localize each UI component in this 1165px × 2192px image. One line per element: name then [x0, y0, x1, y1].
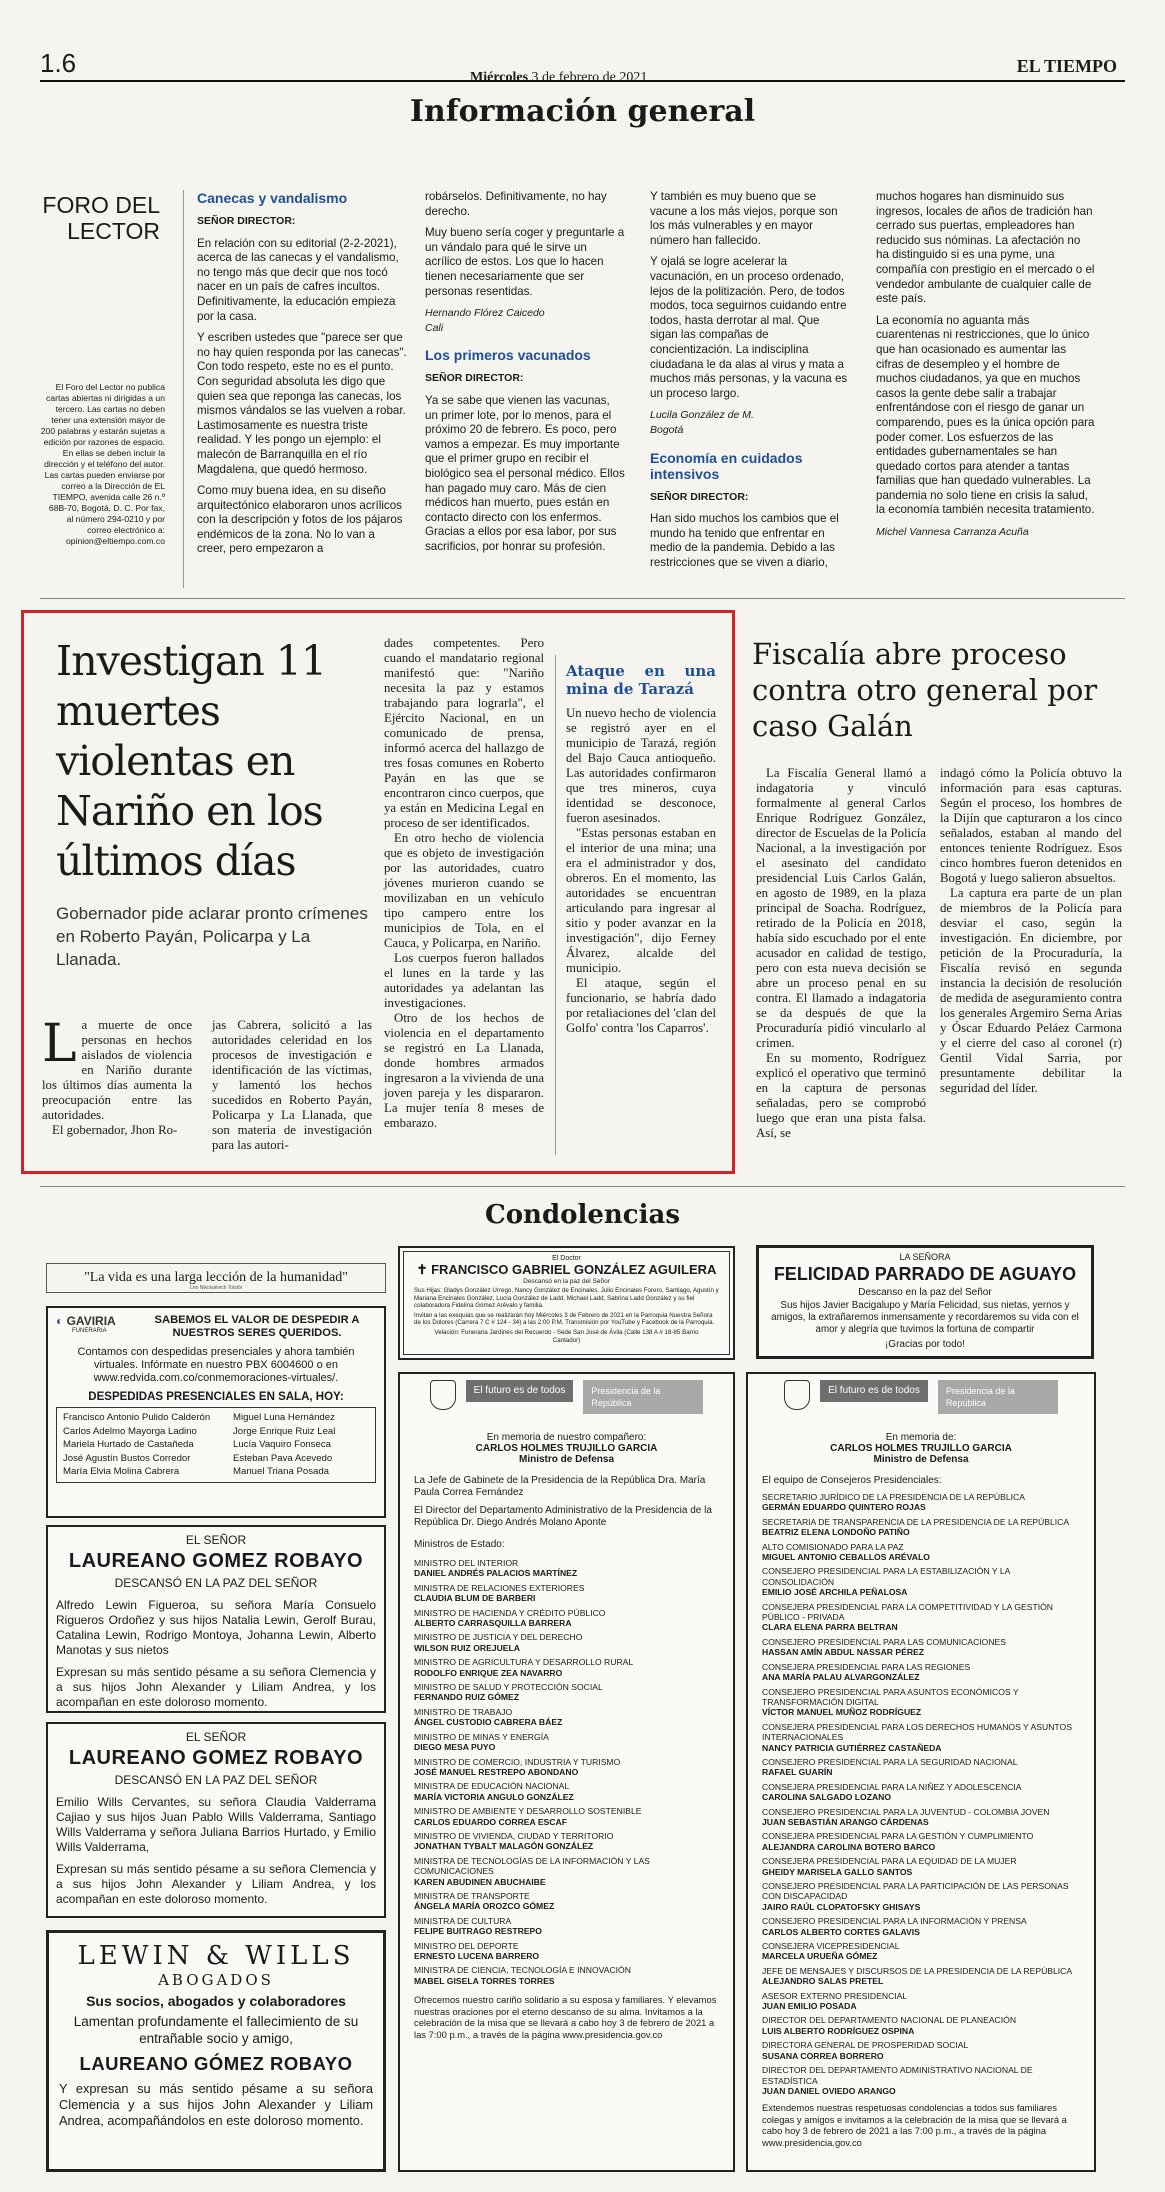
consejero-item-office: CONSEJERA PRESIDENCIAL PARA LA EQUIDAD DE LA MUJER — [762, 1856, 1017, 1867]
minister-item — [414, 1891, 719, 1912]
feature-paragraph: Otro de los hechos de violencia en el departamento se registró en La Llanada, donde hombres armados ingresaron a la vivienda de una joven pareja y les dispararon. La mujer tenía 8 meses de embarazo. — [384, 1011, 544, 1130]
quote-author: Leo Nikolaiévich Tolstói — [190, 1285, 242, 1291]
section-separator — [40, 1186, 1125, 1187]
letter3-paragraph: muchos hogares han disminuido sus ingresos, locales de años de tradición han cerrado sus puertas, empleadores han reducido sus nóminas. La afectación no ha distinguido si es una pyme, una compañía con prestigio en el mercado o el vendedor ambulante de cualquier calle de este país. — [876, 190, 1095, 306]
minister-item-person: FELIPE BUITRAGO RESTREPO — [414, 1926, 542, 1937]
letter1-signature: Hernando Flórez Caicedo Cali — [425, 307, 545, 334]
letter1-paragraph: Como muy buena idea, en su diseño arquitectónico elaboraron unos acrílicos con la descripción y fotos de los pájaros endémicos de la zona. No lo van a creer, pero empezaron a — [197, 484, 403, 556]
consejero-item — [762, 1831, 1080, 1852]
minister-item-person: WILSON RUIZ OREJUELA — [414, 1642, 520, 1653]
consejero-item-person: JAIRO RAÚL CLOPATOFSKY GHISAYS — [762, 1901, 921, 1912]
minister-item-person: ÁNGELA MARÍA OROZCO GÓMEZ — [414, 1901, 555, 1912]
minister-item-office: MINISTRO DE COMERCIO, INDUSTRIA Y TURISMO — [414, 1756, 621, 1767]
consejero-item-office: ASESOR EXTERNO PRESIDENCIAL — [762, 1990, 908, 2001]
feature-paragraph: dades competentes. Pero cuando el mandatario regional manifestó que: "Nariño necesita la paz y estamos trabajando para lograrla", el Ejército Nacional, en un comunicado de prensa, informó acerca del hallazgo de tres fosas comunes en Roberto Payán en las que se encontraron cinco cuerpos, que ya están en Medicina Legal en proceso de ser identificados. — [384, 636, 544, 830]
consejero-item-office: JEFE DE MENSAJES Y DISCURSOS DE LA PRESIDENCIA DE LA REPÚBLICA — [762, 1965, 1073, 1976]
letter2-paragraph: Ya se sabe que vienen las vacunas, un primer lote, por lo menos, para el próximo 20 de febrero. Es poco, pero vamos a empezar. Es muy importante que el primer grupo en recibir el biológico sea el personal médico. Ellos han pagado muy caro. Más de cien médicos han muerto, pues están en contacto directo con los enfermos. Gracias a ellos por esa labor, por sus sacrificios, por honrar su profesión. — [425, 393, 625, 553]
minister-item — [414, 1608, 719, 1629]
consejero-item — [762, 1566, 1080, 1597]
gaviria-text: Contamos con despedidas presenciales y ahora también virtuales. Infórmate en nuestro PBX 6004600 o en www.redvida.com.co/conmemoraciones-virtuales/. — [77, 1346, 355, 1384]
letter2-salutation: SEÑOR DIRECTOR: — [425, 372, 524, 385]
minister-item-office: MINISTRA DE CULTURA — [414, 1915, 512, 1926]
sidebar-paragraph: "Estas personas estaban en el interior de una mina; una era el administrador y dos, obreros. En el momento, las autoridades se encuentran articulando para ingresar al sitio y poder avanzar en la investigación", dijo Ferney Álvarez, alcalde del municipio. — [566, 826, 716, 975]
gaviria-logo-icon: ◐ — [56, 1314, 64, 1328]
lewin-message: Y expresan su más sentido pésame a su señora Clemencia y a sus hijos John Alexander y Liliam Andrea, acompañándolos en este doloroso momento. — [59, 2081, 373, 2128]
sidebar-divider — [555, 655, 556, 1155]
gov-pill-presidencia: Presidencia de la República — [938, 1380, 1058, 1414]
consejero-item — [762, 2065, 1080, 2096]
obit-invite: Invitan a las exequias que se realizarán hoy Miércoles 3 de Febrero de 2021 en la Parroquia Nuestra Señora de los Dolores (Carrera 7 C # 124 - 34) a las 2:00 P.M. Transmisión por YouTube y Facebook de la Parroquia. — [414, 1311, 715, 1327]
consejero-item-office: DIRECTORA GENERAL DE PROSPERIDAD SOCIAL — [762, 2040, 969, 2051]
obit-family: Sus Hijas: Gladys González Urrego, Nancy González de Encinales, Julio Encinales Forero, Santiago, Agustín y Mariana Encinales González, Lucía González de Ladd, Michael Ladd, Sabrina Ladd González y su fiel colaboradora Fidelina Gómez Arévalo y familia. — [414, 1287, 719, 1310]
consejero-item — [762, 1662, 1080, 1683]
feature-sidebar — [566, 662, 716, 1036]
gov-role: Ministro de Defensa — [518, 1454, 615, 1465]
minister-item-person: ERNESTO LUCENA BARRERO — [414, 1951, 540, 1961]
obit-name: FELICIDAD PARRADO DE AGUAYO — [773, 1264, 1077, 1284]
letter-column-4 — [876, 190, 1096, 552]
issue-date — [470, 70, 647, 86]
minister-item-office: MINISTRO DE MINAS Y ENERGÍA — [414, 1731, 549, 1742]
consejero-item-office: CONSEJERA PRESIDENCIAL PARA LA NIÑEZ Y ADOLESCENCIA — [762, 1781, 1022, 1792]
consejero-item — [762, 1602, 1080, 1633]
lewin-wills-obituary — [46, 1930, 386, 2172]
letter2-paragraph: Y también es muy bueno que se vacune a los más viejos, porque son los más vulnerables y en mayor número han fallecido. — [650, 190, 838, 247]
consejero-item-office: SECRETARIA DE TRANSPARENCIA DE LA PRESIDENCIA DE LA REPÚBLICA — [762, 1516, 1070, 1527]
felicidad-obituary — [756, 1245, 1094, 1359]
obit-sub: Descansó en la paz del Señor — [523, 1278, 610, 1285]
lewin-line2: Lamentan profundamente el fallecimiento de su entrañable socio y amigo, — [73, 2014, 359, 2046]
minister-item — [414, 1757, 719, 1778]
minister-item-person: DIEGO MESA PUYO — [414, 1742, 496, 1753]
gaviria-name-item: Manuel Triana Posada — [233, 1466, 329, 1477]
gaviria-name-item: Jorge Enrique Ruiz Leal — [233, 1425, 336, 1437]
gov-logos — [414, 1380, 719, 1432]
gaviria-logo-sub: FUNERARIA — [72, 1328, 107, 1334]
feature-paragraph: La muerte de once personas en hechos aislados de violencia en Nariño durante los últimos días aumenta la preocupación entre las autoridades. — [42, 1014, 192, 1122]
consejero-item — [762, 1722, 1080, 1753]
consejero-item — [762, 1757, 1080, 1778]
letter3-paragraph: Han sido muchos los cambios que el mundo ha tenido que enfrentar en medio de la pandemia. Debido a las restricciones que se viven a diario, — [650, 512, 839, 569]
consejero-item-person: ANA MARÍA PALAU ALVARGONZÁLEZ — [762, 1672, 920, 1683]
gov-name: CARLOS HOLMES TRUJILLO GARCIA — [830, 1443, 1012, 1454]
page-number: 1.6 — [40, 48, 77, 78]
gaviria-name-item: María Elvia Molina Cabrera — [63, 1466, 180, 1477]
gov-closing: Extendemos nuestras respetuosas condolencias a todos sus familiares colegas y amigos e invitamos a la celebración de la misa que se llevará a cabo hoy 3 de febrero de 2021 a las 7:00 p.m., a través de la página www.presidencia.gov.co — [762, 2102, 1067, 2148]
newspaper-brand[interactable]: EL TIEMPO — [1016, 56, 1117, 76]
consejero-item-office: CONSEJERO PRESIDENCIAL PARA LA PARTICIPACIÓN DE LAS PERSONAS CON DISCAPACIDAD — [762, 1881, 1069, 1902]
consejero-item-office: CONSEJERO PRESIDENCIAL PARA LA JUVENTUD - COLOMBIA JOVEN — [762, 1806, 1050, 1817]
minister-item-person: MABEL GISELA TORRES TORRES — [414, 1975, 555, 1986]
minister-item — [414, 1732, 719, 1753]
sidebar-paragraph: El ataque, según el funcionario, se habría dado por retaliaciones del 'clan del Golfo' contra 'los Caparros'. — [566, 976, 716, 1035]
consejero-item-office: DIRECTOR DEL DEPARTAMENTO NACIONAL DE PLANEACIÓN — [762, 2015, 1017, 2026]
obit-message: Expresan su más sentido pésame a su señora Clemencia y a sus hijos John Alexander y Liliam Andrea, y los acompañan en este doloroso momento. — [56, 1665, 376, 1709]
gov-pill-presidencia: Presidencia de la República — [583, 1380, 703, 1414]
minister-item-person: FERNANDO RUIZ GÓMEZ — [414, 1692, 520, 1703]
gov-director: El Director del Departamento Administrativo de la Presidencia de la República Dr. Diego Andrés Molano Aponte — [414, 1505, 712, 1528]
minister-item-office: MINISTRO DEL DEPORTE — [414, 1940, 519, 1951]
letter3-salutation: SEÑOR DIRECTOR: — [650, 490, 749, 503]
gaviria-name-item: Esteban Pava Acevedo — [233, 1452, 333, 1464]
consejero-item — [762, 1881, 1080, 1912]
condolencias-title: Condolencias — [485, 1200, 680, 1230]
consejero-item — [762, 1941, 1080, 1962]
colombia-shield-icon — [784, 1380, 810, 1410]
gaviria-logo[interactable] — [56, 1314, 138, 1334]
minister-item-office: MINISTRO DE VIVIENDA, CIUDAD Y TERRITORIO — [414, 1830, 614, 1841]
consejero-item — [762, 1687, 1080, 1718]
minister-item-office: MINISTRO DEL INTERIOR — [414, 1558, 519, 1568]
gaviria-name-item: Miguel Luna Hernández — [233, 1412, 335, 1423]
obit-name: LAUREANO GOMEZ ROBAYO — [68, 1747, 364, 1769]
letter2-paragraph: Y ojalá se logre acelerar la vacunación, en un proceso ordenado, lejos de la politización. Pero, de todos modos, toca seguirnos cuidando entre todos, hasta derrotar al mal. Que sigan las compañas de concientización. La indisciplina ciudadana le da alas al virus y mata a muchos más personas, y la vacuna es un proceso largo. — [650, 255, 848, 400]
consejero-item-person: HASSAN AMÍN ABDUL NASSAR PÉREZ — [762, 1647, 925, 1658]
consejero-item — [762, 2015, 1080, 2036]
letter1-paragraph: robárselos. Definitivamente, no hay derecho. — [425, 190, 607, 218]
minister-item-person: RODOLFO ENRIQUE ZEA NAVARRO — [414, 1667, 563, 1678]
gaviria-headline: SABEMOS EL VALOR DE DESPEDIR A NUESTROS SERES QUERIDOS. — [154, 1314, 360, 1339]
letter1-title: Canecas y vandalismo — [197, 190, 348, 206]
consejero-item-person: LUIS ALBERTO RODRÍGUEZ OSPINA — [762, 2025, 915, 2036]
obit-honorific: EL SEÑOR — [185, 1730, 247, 1744]
quote-text: "La vida es una larga lección de la humanidad" — [84, 1270, 348, 1285]
minister-item-person: DANIEL ANDRÉS PALACIOS MARTÍNEZ — [414, 1568, 578, 1579]
consejero-item-person: CARLOS ALBERTO CORTES GALAVIS — [762, 1926, 920, 1937]
consejero-item-office: SECRETARIO JURÍDICO DE LA PRESIDENCIA DE LA REPÚBLICA — [762, 1492, 1025, 1502]
consejero-item-person: VÍCTOR MANUEL MUÑOZ RODRÍGUEZ — [762, 1707, 922, 1718]
obit-honorific: LA SEÑORA — [899, 1252, 951, 1262]
feature-column-2 — [212, 1018, 372, 1153]
consejero-item-person: MIGUEL ANTONIO CEBALLOS ARÉVALO — [762, 1552, 930, 1563]
consejero-item — [762, 1637, 1080, 1658]
feature-paragraph: En otro hecho de violencia que es objeto de investigación por las autoridades, cuatro jóvenes murieron cuando se movilizaban en un vehículo tipo campero entre los municipios de Tola, en el Cauca, y Policarpa, en Nariño. — [384, 831, 544, 950]
consejero-item-person: SUSANA CORREA BORRERO — [762, 2050, 884, 2061]
gaviria-names — [56, 1407, 376, 1483]
fiscalia-paragraph: La Fiscalía General llamó a indagatoria y vinculó formalmente al general Carlos Enrique Rodríguez González, director de Escuelas de la Policía Nacional, a la investigación por el asesinato del candidato presidencial Luis Carlos Galán, en agosto de 1989, en la plaza principal de Soacha. Rodríguez, retirado de la Policía en 2018, había sido escuchado por el ente acusador en calidad de testigo, pero con esta nueva decisión se abre un proceso penal en su contra. El llamado a indagatoria se da después de que la Procuraduría pidió vincularlo al crimen. — [756, 766, 926, 1050]
gaviria-names-left — [63, 1411, 233, 1479]
gaviria-name-item: Carlos Adelmo Mayorga Ladino — [63, 1425, 197, 1437]
obit-family: Emilio Wills Cervantes, su señora Claudia Valderrama Cajiao y sus hijos Juan Pablo Wills Valderrama, Santiago Wills Valderrama y señora Juliana Barrios Hurtado, y Emilio Wills Valderrama, — [56, 1795, 376, 1854]
feature-paragraph: Los cuerpos fueron hallados el lunes en la tarde y las autoridades ya adelantan las investigaciones. — [384, 951, 544, 1010]
consejero-item — [762, 1991, 1080, 2012]
colombia-shield-icon — [430, 1380, 456, 1410]
feature-column-3 — [384, 636, 544, 1131]
minister-item — [414, 1583, 719, 1604]
gov-intro: En memoria de: — [885, 1432, 957, 1443]
letter3-paragraph: La economía no aguanta más cuarentenas ni restricciones, que lo único que han ocasionado es aumentar las cifras de desempleo y el hombre de muchos ciudadanos, ya que en muchos casos la gente debe salir a trabajar enfrentándose con el riesgo de ganar un comparendo, pues es la única opción para poder comer. Los esfuerzos de las entidades gubernamentales se han quedado cortos para atender a tantas familias que han quedado vulnerables. La pandemia no solo tiene en crisis la salud, la economía también necesita tratamiento. — [876, 313, 1095, 517]
issue-day: Miércoles — [470, 70, 529, 85]
feature-deck: Gobernador pide aclarar pronto crímenes en Roberto Payán, Policarpa y La Llanada. — [56, 904, 368, 969]
feature-paragraph: jas Cabrera, solicitó a las autoridades celeridad en los procesos de investigación e identificación de las víctimas, y lamentó los hechos sucedidos en Roberto Payán, Policarpa y La Llanada, que son materia de investigación para las autori- — [212, 1018, 372, 1152]
obit-family: Sus hijos Javier Bacigalupo y María Felicidad, sus nietas, yernos y amigos, la extrañaremos inmensamente y recordaremos su vida con el amor y alegría que tuvimos la fortuna de compartir — [771, 1300, 1079, 1335]
cross-icon: ✝ — [416, 1262, 432, 1277]
consejero-item — [762, 1542, 1080, 1563]
consejero-item — [762, 1966, 1080, 1987]
letter-column-1 — [197, 190, 407, 564]
letter3-title: Economía en cuidados intensivos — [650, 449, 803, 482]
consejero-item — [762, 2040, 1080, 2061]
gaviria-names-right — [233, 1411, 369, 1479]
minister-item — [414, 1941, 719, 1962]
consejero-item-office: CONSEJERA VICEPRESIDENCIAL — [762, 1941, 900, 1952]
consejero-item-person: RAFAEL GUARÍN — [762, 1767, 833, 1778]
sidebar-title: Ataque en una mina de Tarazá — [566, 662, 716, 698]
minister-item-person: ÁNGEL CUSTODIO CABRERA BÁEZ — [414, 1717, 563, 1728]
minister-item-person: CARLOS EDUARDO CORREA ESCAF — [414, 1816, 567, 1827]
fiscalia-paragraph: En su momento, Rodríguez explicó el operativo que terminó en la captura de personas señaladas, pero se comprobó luego que eran una pista falsa. Así, se — [756, 1051, 926, 1140]
consejero-item-office: CONSEJERA PRESIDENCIAL PARA LAS REGIONES — [762, 1661, 971, 1672]
minister-item — [414, 1781, 719, 1802]
letter2-signature: Lucila González de M. Bogotá — [650, 409, 754, 436]
consejero-item-office: CONSEJERO PRESIDENCIAL PARA ASUNTOS ECONÓMICOS Y TRANSFORMACIÓN DIGITAL — [762, 1686, 1019, 1707]
lewin-wills-sub: ABOGADOS — [158, 1971, 274, 1989]
minister-item-office: MINISTRA DE TECNOLOGÍAS DE LA INFORMACIÓN Y LAS COMUNICACIONES — [414, 1855, 650, 1877]
consejero-item-office: CONSEJERA PRESIDENCIAL PARA LA GESTIÓN Y CUMPLIMIENTO — [762, 1831, 1034, 1842]
consejero-item — [762, 1782, 1080, 1803]
minister-item-office: MINISTRA DE EDUCACIÓN NACIONAL — [414, 1781, 570, 1792]
laureano-obituary-2 — [46, 1722, 386, 1918]
gov-ministers-label: Ministros de Estado: — [414, 1539, 505, 1550]
consejero-item-person: GERMÁN EDUARDO QUINTERO ROJAS — [762, 1502, 926, 1513]
consejero-item-office: CONSEJERO PRESIDENCIAL PARA LA SEGURIDAD NACIONAL — [762, 1756, 1018, 1767]
letter3-signature: Michel Vannesa Carranza Acuña — [876, 526, 1029, 539]
obit-sub: Descanso en la paz del Señor — [858, 1287, 992, 1298]
minister-item-person: KAREN ABUDINEN ABUCHAIBE — [414, 1876, 546, 1887]
foro-title: FORO DEL LECTOR — [42, 192, 160, 244]
minister-item-person: CLAUDIA BLUM DE BARBERI — [414, 1593, 536, 1604]
minister-item-person: JONATHAN TYBALT MALAGÓN GONZÁLEZ — [414, 1841, 594, 1852]
dropcap: L — [42, 1014, 77, 1074]
gov-logos — [762, 1380, 1080, 1432]
consejero-item-person: JUAN SEBASTIÁN ARANGO CÁRDENAS — [762, 1816, 929, 1827]
minister-item-office: MINISTRO DE SALUD Y PROTECCIÓN SOCIAL — [414, 1682, 603, 1693]
gaviria-name-item: Francisco Antonio Pulido Calderón — [63, 1412, 211, 1423]
gov-intro: En memoria de nuestro compañero: — [486, 1432, 647, 1443]
minister-item — [414, 1916, 719, 1937]
gov-chief: La Jefe de Gabinete de la Presidencia de la República Dra. María Paula Correa Fernández — [414, 1475, 706, 1498]
obit-honorific: EL SEÑOR — [185, 1533, 247, 1547]
obit-thanks: ¡Gracias por todo! — [884, 1339, 966, 1350]
gov-obituary-ministers — [398, 1372, 735, 2172]
feature-headline[interactable]: Investigan 11 muertes violentas en Nariño en los últimos días — [56, 637, 326, 885]
consejero-item-person: EMILIO JOSÉ ARCHILA PEÑALOSA — [762, 1587, 908, 1598]
minister-item-office: MINISTRO DE AGRICULTURA Y DESARROLLO RURAL — [414, 1657, 634, 1668]
quote-box — [46, 1263, 386, 1293]
consejero-item-office: CONSEJERA PRESIDENCIAL PARA LA COMPETITIVIDAD Y LA GESTIÓN PÚBLICO - PRIVADA — [762, 1601, 1053, 1623]
obit-family: Alfredo Lewin Figueroa, su señora María Consuelo Rigueros Ordoñez y sus hijos Natalia Lewin, Gerolf Burau, Catalina Lewin, Rodrigo Montoya, Johanna Lewin, Alberto Manotas y sus nietos — [56, 1598, 376, 1657]
consejero-item-office: ALTO COMISIONADO PARA LA PAZ — [762, 1541, 904, 1552]
minister-item-office: MINISTRO DE JUSTICIA Y DEL DERECHO — [414, 1632, 583, 1643]
fiscalia-column-2 — [940, 766, 1122, 1096]
minister-item — [414, 1806, 719, 1827]
consejero-item-office: CONSEJERA PRESIDENCIAL PARA LOS DERECHOS HUMANOS Y ASUNTOS INTERNACIONALES — [762, 1721, 1072, 1743]
consejero-item-person: ALEJANDRO SALAS PRETEL — [762, 1976, 884, 1987]
letter1-paragraph: Muy bueno sería coger y preguntarle a un vándalo para qué le sirve un acrílico de estos. Los que lo hacen tienen necesariamente que ser personas resentidas. — [425, 226, 625, 298]
consejero-item-person: BEATRIZ ELENA LONDOÑO PATIÑO — [762, 1527, 910, 1538]
consejero-item-person: JUAN EMILIO POSADA — [762, 2001, 857, 2012]
feature-column-1 — [42, 1014, 192, 1138]
consejero-item — [762, 1916, 1080, 1937]
gaviria-name-item: Lucía Vaquiro Fonseca — [233, 1439, 331, 1450]
consejero-item-person: NANCY PATRICIA GUTIÉRREZ CASTAÑEDA — [762, 1742, 942, 1753]
minister-item — [414, 1632, 719, 1653]
consejero-item — [762, 1492, 1080, 1513]
consejero-item-office: DIRECTOR DEL DEPARTAMENTO ADMINISTRATIVO NACIONAL DE ESTADÍSTICA — [762, 2065, 1033, 2086]
foro-note: El Foro del Lector no publica cartas abiertas ni dirigidas a un tercero. Las cartas no deben tener una extensión mayor de 200 palabras y estarán sujetas a edición por razones de espacio. En ellas se deben incluir la dirección y el teléfono del autor. Las cartas pueden enviarse por correo a la Dirección de EL TIEMPO, avenida calle 26 n.º 68B-70, Bogotá, D. C. Por fax, al número 294-0210 y por correo electrónico a: opinion@eltiempo.com.co — [40, 382, 165, 546]
gov-role: Ministro de Defensa — [873, 1454, 969, 1465]
consejero-item-office: CONSEJERO PRESIDENCIAL PARA LAS COMUNICACIONES — [762, 1636, 1007, 1647]
gaviria-header — [56, 1314, 376, 1340]
minister-item-office: MINISTRO DE TRABAJO — [414, 1706, 513, 1717]
consejeros-list — [762, 1492, 1080, 2096]
ministers-list — [414, 1558, 719, 1986]
letter-column-2 — [425, 190, 625, 561]
fiscalia-column-1 — [756, 766, 926, 1141]
laureano-obituary-1 — [46, 1525, 386, 1713]
gaviria-name-item: José Agustín Bustos Corredor — [63, 1452, 191, 1464]
lewin-wills-logo[interactable]: LEWIN & WILLS — [77, 1941, 355, 1971]
gov-closing: Ofrecemos nuestro cariño solidario a su esposa y familiares. Y elevamos nuestras oraciones por el eterno descanso de su alma. Invitamos a la celebración de la misa que se llevará a cabo hoy 3 de febrero de 2021 a las 7:00 p.m., a través de la página www.presidencia.gov.co — [414, 1994, 717, 2040]
minister-item — [414, 1856, 719, 1887]
minister-item-office: MINISTRO DE HACIENDA Y CRÉDITO PÚBLICO — [414, 1607, 606, 1618]
sidebar-paragraph: Un nuevo hecho de violencia se registró ayer en el municipio de Tarazá, región del Bajo Cauca antioqueño. Las autoridades confirmaron que tres mineros, cuya identidad se desconoce, fueron asesinados. — [566, 706, 716, 825]
minister-item — [414, 1558, 719, 1579]
consejero-item-office: CONSEJERO PRESIDENCIAL PARA LA ESTABILIZACIÓN Y LA CONSOLIDACIÓN — [762, 1566, 1010, 1587]
fiscalia-paragraph: indagó cómo la Policía obtuvo la información para esas capturas. Según el proceso, los hombres de la Dijín que capturaron a los cinco señalados, estaban al mando del entonces teniente Rodríguez. Esos cinco hombres fueron detenidos en Bogotá y luego salieron absueltos. — [940, 766, 1122, 885]
gov-obituary-consejeros — [746, 1372, 1096, 2172]
fiscalia-paragraph: La captura era parte de un plan de miembros de la Policía para desviar el caso, según la investigación. En diciembre, por petición de la Procuraduría, la Fiscalía revisó en segunda instancia la decisión de resolución de medida de aseguramiento contra los generales Argemiro Serna Arias y Óscar Eduardo Peláez Carmona y el cierre del caso al coronel (r) Gentil Vidal Sarria, por presuntamente debilitar la seguridad del líder. — [940, 886, 1122, 1095]
gaviria-name-item: Mariela Hurtado de Castañeda — [63, 1439, 194, 1450]
minister-item-office: MINISTRA DE CIENCIA, TECNOLOGÍA E INNOVACIÓN — [414, 1965, 631, 1976]
minister-item-office: MINISTRA DE RELACIONES EXTERIORES — [414, 1582, 585, 1593]
gov-name: CARLOS HOLMES TRUJILLO GARCIA — [475, 1443, 658, 1454]
feature-paragraph: El gobernador, Jhon Ro- — [52, 1123, 178, 1137]
section-separator — [40, 598, 1125, 599]
obit-message: Expresan su más sentido pésame a su señora Clemencia y a sus hijos John Alexander y Liliam Andrea, y los acompañan en este doloroso momento. — [56, 1862, 376, 1906]
gaviria-list-title: DESPEDIDAS PRESENCIALES EN SALA, HOY: — [88, 1391, 344, 1403]
minister-item-person: MARÍA VICTORIA ANGULO GONZÁLEZ — [414, 1791, 574, 1802]
fiscalia-headline[interactable]: Fiscalía abre proceso contra otro general por caso Galán — [752, 637, 1098, 743]
minister-item — [414, 1831, 719, 1852]
obit-name: ✝ FRANCISCO GABRIEL GONZÁLEZ AGUILERA — [416, 1262, 717, 1277]
obit-honorific: El Doctor — [552, 1255, 581, 1262]
minister-item — [414, 1657, 719, 1678]
minister-item-person: ALBERTO CARRASQUILLA BARRERA — [414, 1618, 572, 1629]
obit-name: LAUREANO GOMEZ ROBAYO — [68, 1550, 364, 1572]
foro-divider — [183, 190, 184, 588]
obit-velacion: Velación: Funeraria Jardines del Recuerdo - Sede San José de Ávila (Calle 138 A # 18-85 Barrio Cantador) — [434, 1328, 699, 1344]
header-rule — [40, 80, 1125, 82]
consejero-item — [762, 1807, 1080, 1828]
minister-item — [414, 1707, 719, 1728]
consejero-item-person: GHEIDY MARISELA GALLO SANTOS — [762, 1866, 913, 1877]
consejero-item-person: CLARA ELENA PARRA BELTRAN — [762, 1622, 898, 1633]
consejero-item-person: ALEJANDRA CAROLINA BOTERO BARCO — [762, 1841, 936, 1852]
consejero-item-office: CONSEJERO PRESIDENCIAL PARA LA INFORMACIÓN Y PRENSA — [762, 1916, 1027, 1927]
letter2-title: Los primeros vacunados — [425, 347, 591, 364]
gov-pill-futuro: El futuro es de todos — [466, 1380, 574, 1402]
consejero-item-person: JUAN DANIEL OVIEDO ARANGO — [762, 2085, 896, 2096]
obit-sub: DESCANSÓ EN LA PAZ DEL SEÑOR — [114, 1576, 318, 1590]
consejero-item-person: MARCELA URUEÑA GÓMEZ — [762, 1951, 878, 1962]
francisco-obituary — [398, 1246, 735, 1360]
lewin-name: LAUREANO GÓMEZ ROBAYO — [79, 2053, 353, 2074]
gaviria-logo-text: GAVIRIA — [66, 1314, 116, 1328]
obit-sub: DESCANSÓ EN LA PAZ DEL SEÑOR — [114, 1773, 318, 1787]
lewin-line1: Sus socios, abogados y colaboradores — [86, 1993, 346, 2009]
letter1-salutation: SEÑOR DIRECTOR: — [197, 215, 296, 227]
consejero-item — [762, 1856, 1080, 1877]
gov-pill-futuro: El futuro es de todos — [820, 1380, 928, 1402]
letter-column-3 — [650, 190, 850, 577]
minister-item-office: MINISTRO DE AMBIENTE Y DESARROLLO SOSTENIBLE — [414, 1806, 642, 1817]
gaviria-ad — [46, 1306, 386, 1518]
issue-date-text: 3 de febrero de 2021 — [531, 70, 648, 85]
minister-item-office: MINISTRA DE TRANSPORTE — [414, 1890, 530, 1901]
consejero-item — [762, 1517, 1080, 1538]
letter1-paragraph: En relación con su editorial (2-2-2021), acerca de las canecas y el vandalismo, no tengo más que decir que nos tocó nacer en un país de cafres incultos. Definitivamente, la educación empieza por la casa. — [197, 236, 399, 323]
consejero-item-person: CAROLINA SALGADO LOZANO — [762, 1792, 892, 1803]
gov-team-label: El equipo de Consejeros Presidenciales: — [762, 1475, 942, 1486]
section-title: Información general — [409, 94, 756, 129]
minister-item-person: JOSÉ MANUEL RESTREPO ABONDANO — [414, 1766, 579, 1777]
letter1-paragraph: Y escriben ustedes que "parece ser que no hay quien responda por las canecas". Con todo respeto, este no es el punto. Con seguridad absoluta les digo que quien sea que reponga las canecas, los mismos vándalos se las vuelven a robar. Lastimosamente es nuestra triste realidad. Y les pongo un ejemplo: el malecón de Barranquilla en el río Magdalena, que quedó hermoso. — [197, 331, 407, 476]
minister-item — [414, 1965, 719, 1986]
minister-item — [414, 1682, 719, 1703]
